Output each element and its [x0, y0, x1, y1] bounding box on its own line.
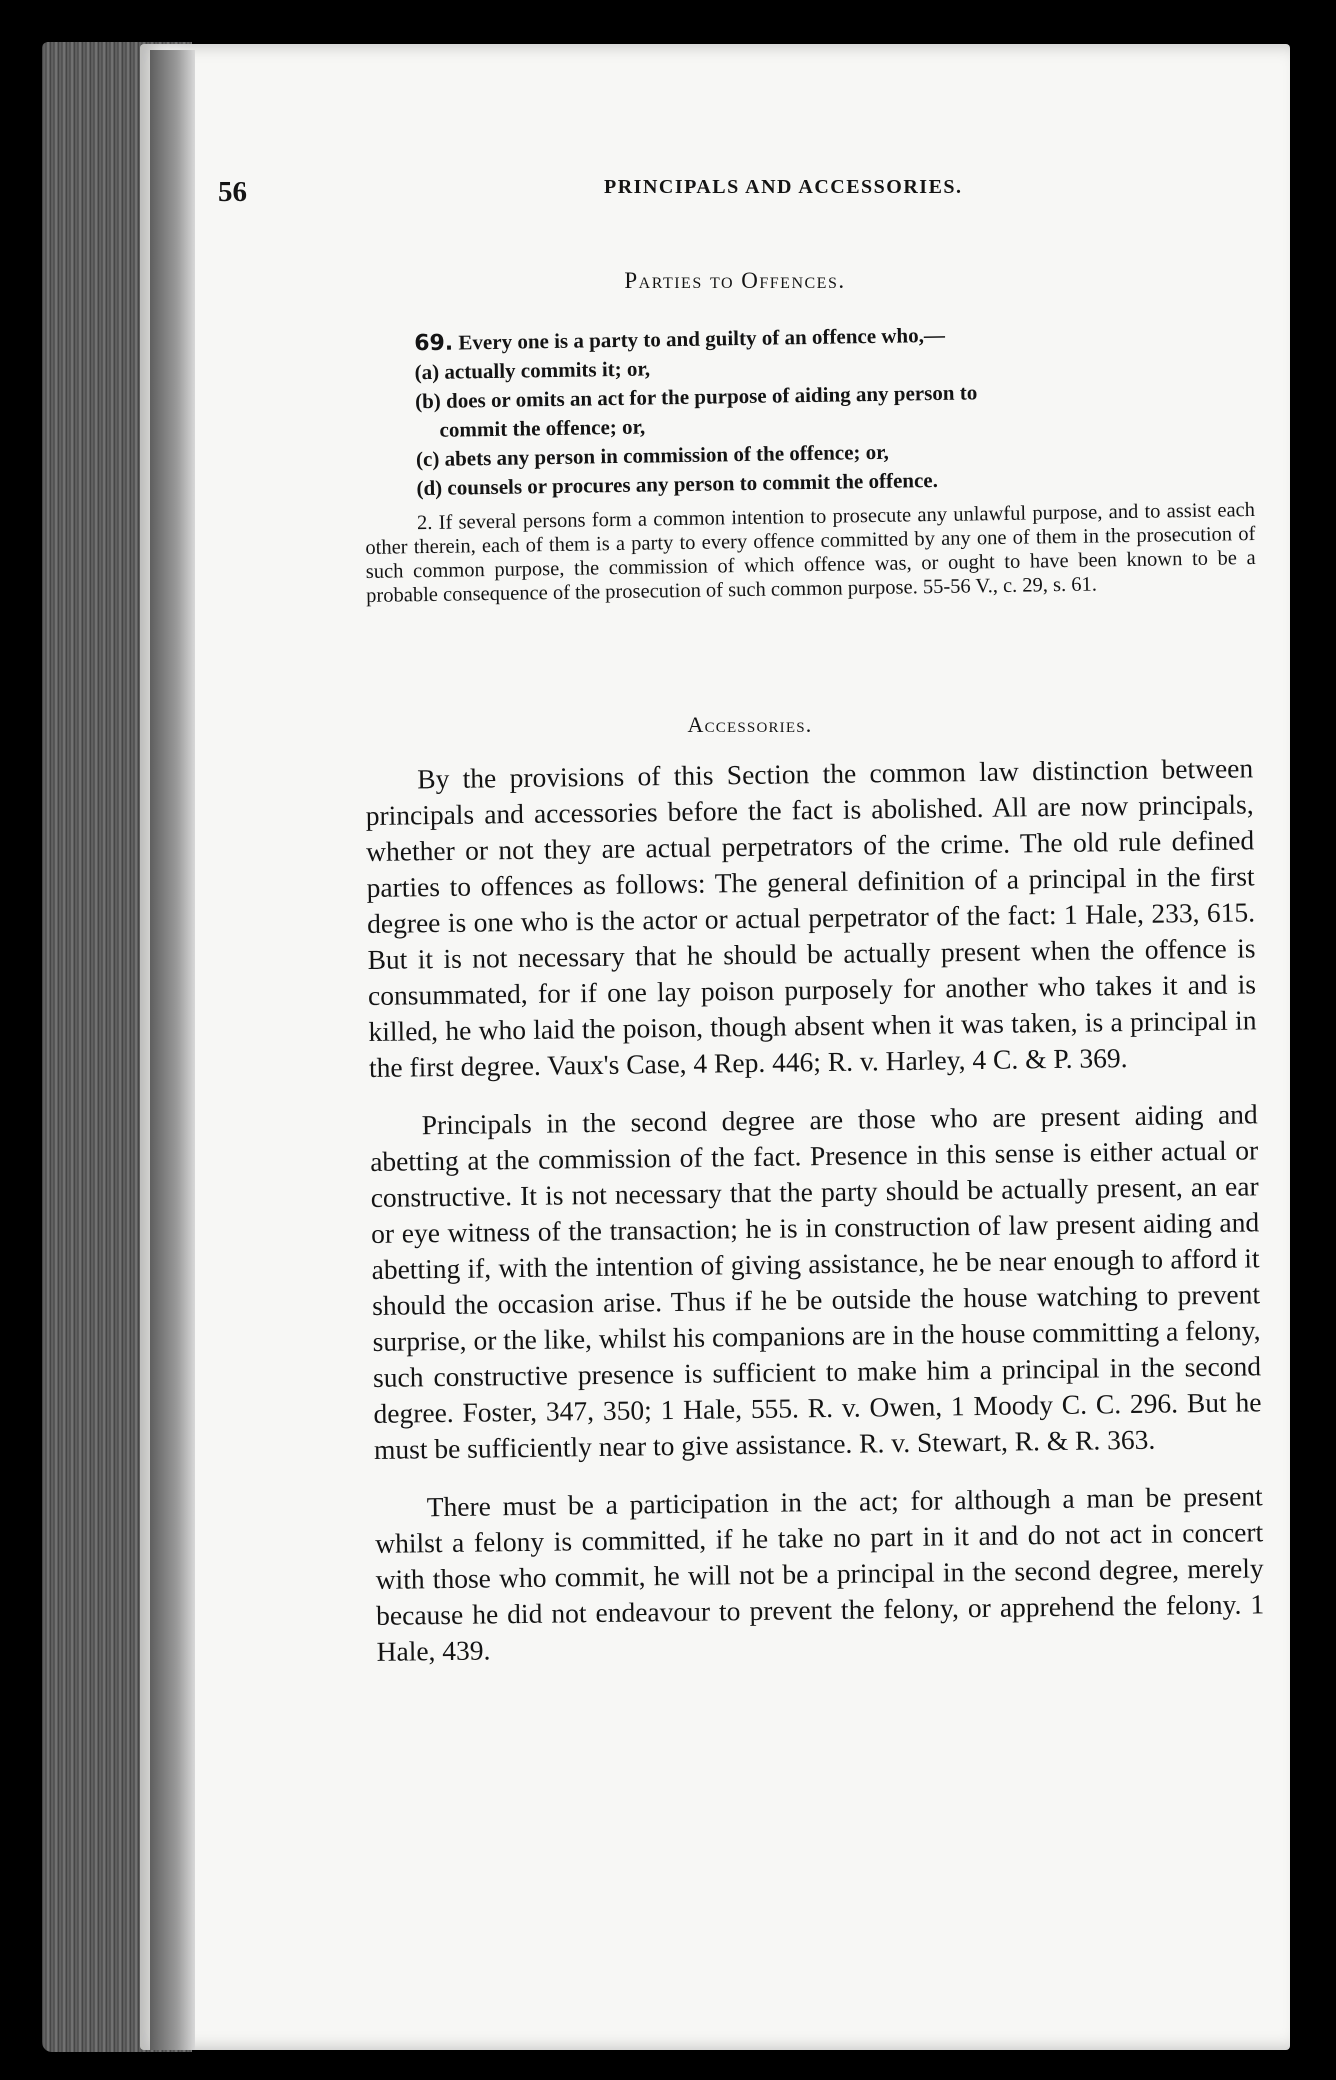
commentary-paragraph: Principals in the second degree are those who are present aiding and abetting at the commission of the fact. Presence in this sense is either actual or constructive. It is not necessary that the party should be actually present, an ear or eye witness of the transaction; he is in construction of law present aiding and abetting if, with the intention of giving assistance, he be near enough to afford it should the occasion arise. Thus if he be outside the house watching to prevent surprise, or the like, whilst his companions are in the house committing a felony, such constructive presence is sufficient to make him a principal in the second degree. Foster, 347, 350; 1 Hale, 555. R. v. Owen, 1 Moody C. C. 296. But he must be sufficiently near to give assistance. R. v. Stewart, R. & R. 363. [370, 1098, 1262, 1465]
page-number: 56 [218, 176, 247, 208]
section-number: 69. [414, 330, 454, 357]
section-heading: Parties to Offences. [624, 268, 846, 293]
statute-subsection-2: 2. If several persons form a common intention to prosecute any unlawful purpose, and to assist each other therein, each of them is a party to every offence committed by any one of them in the prosecution of such common purpose, the commission of which offence was, or ought to have been known to be a probable consequence of the prosecution of such common purpose. 55-56 V., c. 29, s. 61. [365, 498, 1256, 607]
statute-clause-b-continued: commit the offence; or, [439, 414, 646, 442]
statute-clause-d: (d) counsels or procures any person to commit the offence. [416, 467, 939, 501]
commentary-text [365, 750, 1265, 1692]
statute-clause-c: (c) abets any person in commission of the offence; or, [415, 439, 890, 472]
statute-clause-b: (b) does or omits an act for the purpose of aiding any person to [414, 380, 978, 414]
running-title: PRINCIPALS AND ACCESSORIES. [604, 176, 963, 198]
statute-clause-a: (a) actually commits it; or, [414, 356, 651, 385]
commentary-paragraph: There must be a participation in the act; for although a man be present whilst a felony is committed, if he take no part in it and do not act in concert with those who commit, he will not be a principal in the second degree, merely because he did not endeavour to prevent the felony, or apprehend the felony. 1 Hale, 439. [375, 1480, 1265, 1667]
statute-text [362, 316, 1256, 608]
statute-intro-text: Every one is a party to and guilty of an offence who,— [458, 322, 946, 355]
subheading-accessories: Accessories. [687, 712, 813, 737]
commentary-paragraph: By the provisions of this Section the common law distinction between principals and accessories before the fact is abolished. All are now principals, whether or not they are actual perpetrators of the crime. The old rule defined parties to offences as follows: The general definition of a principal in the first degree is one who is the actor or actual perpetrator of the fact: 1 Hale, 233, 615. But it is not necessary that he should be actually present when the offence is consummated, for if one lay poison purposely for another who takes it and is killed, he who laid the poison, though absent when it was taken, is a principal in the first degree. Vaux's Case, 4 Rep. 446; R. v. Harley, 4 C. & P. 369. [365, 752, 1257, 1083]
page-gutter-shadow [150, 50, 195, 2050]
